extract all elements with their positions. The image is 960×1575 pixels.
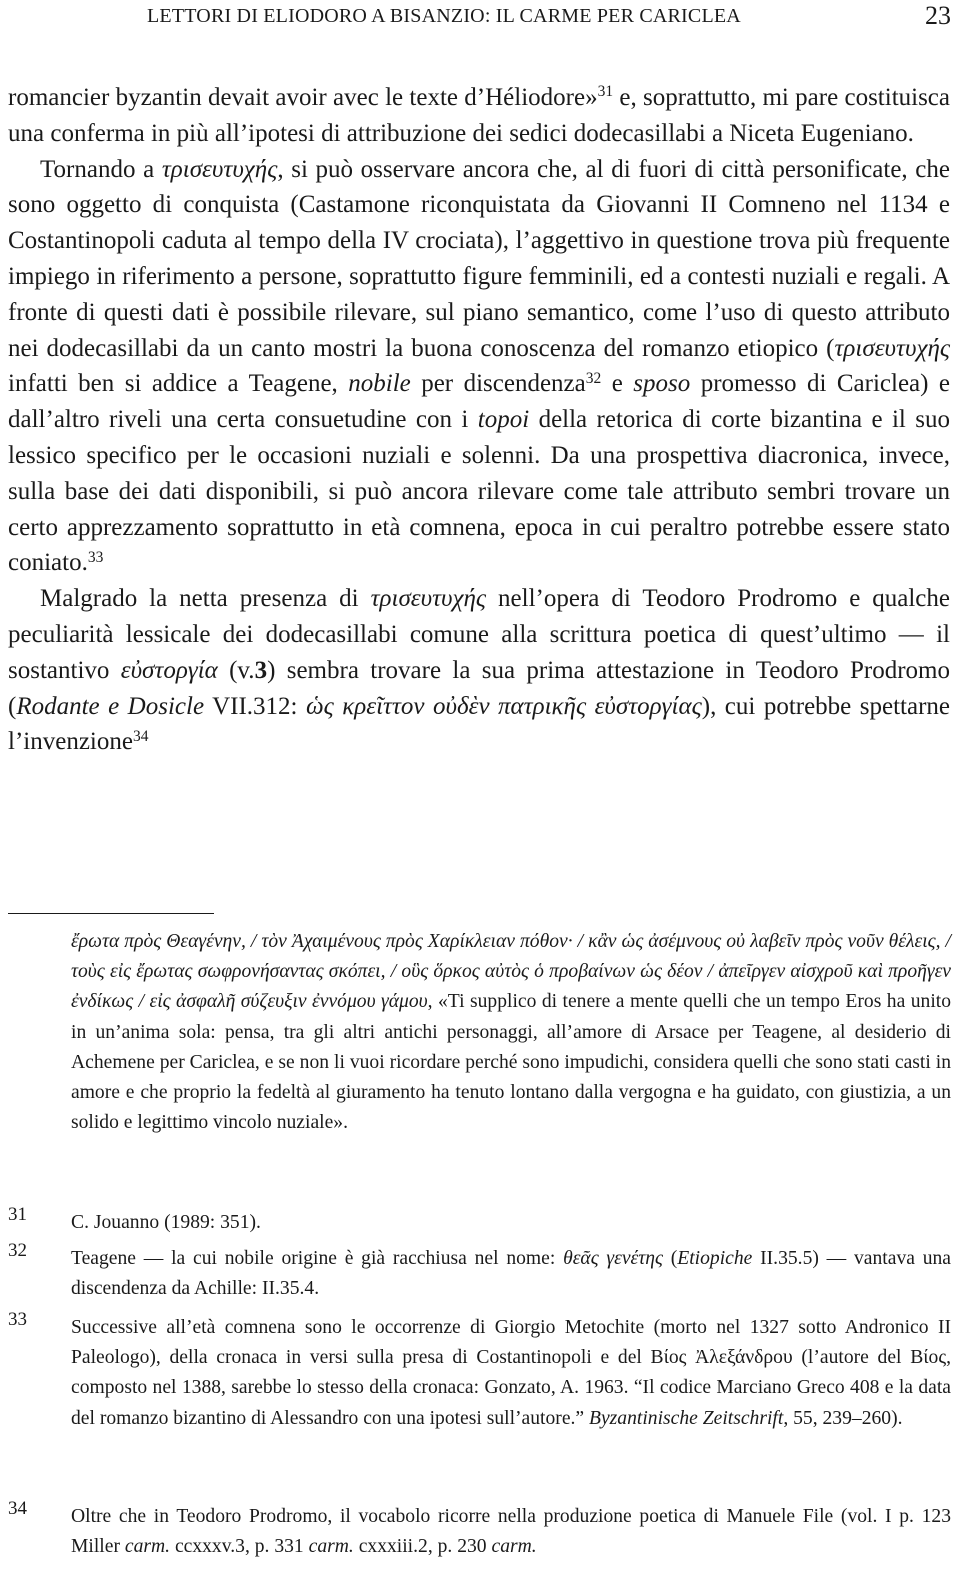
footnote-number: 34 (8, 1498, 27, 1519)
text-run: , «Ti supplico di tenere a mente quelli che un tempo Eros ha unito in un’anima sola: pensa, tra gli altri antichi personaggi, all’amore di Arsace per Teagene, al desiderio di Achemene per Cariclea, e se non li vuoi ricordare perché sono impudichi, considera quelli che sono stati casti in amore e che proprio la fedeltà al giuramento ha tenuto lontano dalla vergogna e ha guidato, con giustizia, a un solido e legittimo vincolo nuziale». (71, 991, 952, 1134)
text-run: promesso di Cariclea) e dall’altro riveli una certa consuetudine con i (8, 370, 951, 434)
footnote-32 (8, 1240, 951, 1304)
text-run: romancier byzantin devait avoir avec le texte d’Héliodore» (8, 84, 598, 111)
paragraph-2 (8, 152, 950, 582)
footnote-continuation (71, 927, 951, 1138)
verse-number: 3 (254, 656, 268, 684)
footnote-text (71, 1244, 951, 1304)
text-run: , 55, 239–260). (783, 1407, 903, 1429)
greek-quote: ὡς κρεῖττον οὐδὲν πατρικῆς εὐστοργίας (305, 692, 702, 720)
page-number: 23 (925, 1, 951, 30)
italic-term: topoi (477, 406, 530, 434)
text-run: Successive all’età comnena sono le occorrenze di Giorgio Metochite (morto nel 1327 sotto Andronico II Paleologo), della cronaca in versi sulla presa di Costantinopoli e del Βίος Ἀλεξάνδρου (l’autore del Βίος, composto nel 1388, sarebbe lo stesso della cronaca: Gonzato, A. 1963. “Il codice Marciano Greco 408 e la data del romanzo bizantino di Alessandro con una ipotesi sull’autore.” (71, 1317, 951, 1429)
text-run: Teagene — la cui nobile origine è già racchiusa nel nome: (71, 1248, 564, 1269)
work-title: Rodante e Dosicle (16, 692, 205, 720)
text-run: ), cui potrebbe spettarne l’invenzione (8, 692, 950, 756)
text-run: ( (662, 1248, 678, 1269)
footnote-31 (8, 1204, 951, 1238)
text-run: (v. (217, 656, 255, 684)
footnote-33 (8, 1309, 951, 1434)
text-run: II.35.5) — vantava una discendenza da Achille: II.35.4. (71, 1248, 951, 1300)
text-run: e (601, 370, 634, 398)
italic-term: sposo (633, 370, 691, 398)
text-run: infatti ben si addice a Teagene, (8, 370, 349, 398)
work-title: Etiopiche (677, 1248, 753, 1269)
footnote-ref-31[interactable]: 31 (597, 83, 614, 101)
footnote-number: 33 (8, 1309, 27, 1330)
text-run: C. Jouanno (1989: 351). (71, 1212, 261, 1233)
text-run: nell’opera di Teodoro Prodromo e qualche peculiarità lessicale dei dodecasillabi comune alla scrittura poetica di quest’ultimo — il sostantivo (8, 585, 951, 684)
text-run: e, soprattutto, mi pare costituisca una conferma in più all’ipotesi di attribuzione dei sedici dodecasillabi a Niceta Eugeniano. (8, 84, 951, 147)
text-run: della retorica di corte bizantina e il suo lessico specifico per le occasioni nuziali e solenni. Da una prospettiva diacronica, invece, sulla base dei dati disponibili, si può ancora rilevare come tale attributo sembri trovare un certo apprezzamento soprattutto in età comnena, epoca in cui peraltro potrebbe essere stato coniato. (8, 406, 950, 577)
paragraph-1 (8, 80, 950, 152)
journal-title: Byzantinische Zeitschrift (589, 1407, 784, 1429)
italic-term: nobile (348, 370, 411, 398)
italic-abbrev: carm. (491, 1536, 537, 1558)
greek-term: θεᾶς γενέτης (563, 1248, 663, 1269)
footnote-ref-33[interactable]: 33 (87, 548, 104, 566)
page-header (147, 3, 955, 33)
text-run: cxxxiii.2, p. 230 (353, 1536, 492, 1558)
text-run: Malgrado la netta presenza di (40, 585, 371, 613)
text-run: , si può osservare ancora che, al di fuori di città personificate, che sono oggetto di conquista (Castamone riconquistata da Giovanni II Comneno nel 1134 e Costantinopoli caduta al tempo della IV crociata), l’aggettivo in questione trova più frequente impiego in riferimento a persone, soprattutto figure femminili, ed a contesti nuziali e regali. A fronte di questi dati è possibile rilevare, sul piano semantico, come l’uso di questo attributo nei dodecasillabi da un canto mostri la buona conoscenza del romanzo etiopico ( (8, 155, 950, 362)
footnote-ref-32[interactable]: 32 (585, 369, 602, 387)
greek-term: τρισευτυχής (161, 155, 278, 183)
footnote-text (71, 1313, 951, 1434)
text-run: ccxxxv.3, p. 331 (170, 1536, 309, 1558)
text-run: per discendenza (410, 370, 586, 398)
footnote-number: 31 (8, 1204, 27, 1225)
italic-abbrev: carm. (124, 1536, 171, 1558)
text-run: ) sembra trovare la sua prima attestazione in Teodoro Prodromo ( (8, 656, 950, 720)
italic-abbrev: carm. (308, 1536, 354, 1558)
text-run: VII.312: (204, 692, 306, 720)
footnote-number: 32 (8, 1240, 27, 1261)
greek-term: τρισευτυχής (370, 585, 487, 613)
footnote-text (71, 1208, 951, 1238)
footnote-ref-34[interactable]: 34 (132, 727, 149, 745)
greek-quote: ἔρωτα πρὸς Θεαγένην, / τὸν Ἀχαιμένους πρὸς Χαρίκλειαν πόθον· / κἂν ὡς ἀσέμνους οὐ λαβεῖν πρὸς νοῦν θέλεις, / τοὺς εἰς ἔρωτας σωφρονήσαντας σκόπει, / οὓς ὅρκος αὐτὸς ὁ προβαίνων ὡς δέον / ἀπεῖργεν αἰσχροῦ καὶ προῆγεν ἐνδίκως / εἰς ἀσφαλῆ σύζευξιν ἐννόμου γάμου (71, 931, 951, 1013)
footnote-34 (8, 1498, 951, 1562)
running-head: LETTORI DI ELIODORO A BISANZIO: IL CARME PER CARICLEA (147, 5, 741, 27)
text-run: Tornando a (40, 155, 162, 183)
main-text (8, 80, 950, 760)
greek-term: τρισευτυχής (834, 334, 950, 362)
text-run: Oltre che in Teodoro Prodromo, il vocabolo ricorre nella produzione poetica di Manuele File (vol. I p. 123 Miller (71, 1506, 951, 1558)
footnote-separator (8, 913, 214, 914)
footnote-text (71, 1502, 951, 1562)
greek-term: εὐστοργία (120, 656, 218, 684)
paragraph-3 (8, 581, 950, 760)
